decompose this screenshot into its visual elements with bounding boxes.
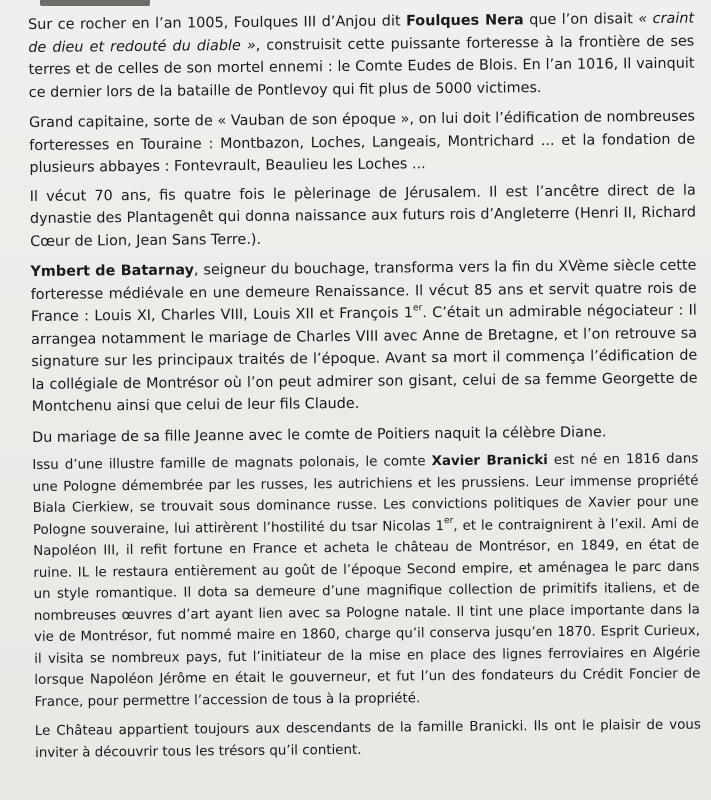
history-text — [28, 8, 701, 772]
name-foulques-nera: Foulques Nera — [405, 12, 524, 30]
paragraph-grand-capitaine: Grand capitaine, sorte de « Vauban de son époque », on lui doit l’édification de nombreuses forteresses en Touraine : Montbazon, Loches, Langeais, Montrichard ... et la fondation de plusieurs abbayes : Fontevrault, Beaulieu les Loches ... — [28, 108, 696, 176]
paragraph-chateau-invitation: Le Château appartient toujours aux descendants de la famille Branicki. Ils ont le plaisir de vous inviter à découvrir tous les trésors qu’il contient. — [34, 717, 701, 761]
paragraph-xavier-branicki: Issu d’une illustre famille de magnats polonais, le comte Xavier Branicki est né en 1816 dans une Pologne démembrée par les russes, les autrichiens et les prussiens. Leur immense propriété Biala Cierkiew, se trouvait sous dominance russe. Les convictions politiques de Xavier pour une Pologne souveraine, lui attirèrent l’hostilité du tsar Nicolas 1er, et le contraignirent à l’exil. Ami de Napoléon III, il refit fortune en France et acheta le château de Montrésor, en 1849, en état de ruine. IL le restaura entièrement au goût de l’époque Second empire, et aménagea le parc dans un style romantique. Il dota sa demeure d’une magnifique collection de primitifs italiens, et de nombreuses œuvres d’art ayant lien avec sa Pologne natale. Il tint une place importante dans la vie de Montrésor, fut nommé maire en 1860, charge qu’il conserva jusqu’en 1870. Esprit Curieux, il visita se nombreux pays, fut l’initiateur de la mise en place des lignes ferroviaires en Algérie lorsque Napoléon Jérôme en était le gouverneur, et fut l’un des fondateurs du Crédit Foncier de France, pour permettre l’accession de tous à la propriété. — [32, 451, 701, 710]
quote-craint-de-dieu: « craint de dieu et redouté du diable » — [28, 10, 695, 56]
name-xavier-branicki: Xavier Branicki — [431, 453, 548, 470]
panel-top-edge — [40, 0, 150, 6]
paragraph-pelerinage: Il vécut 70 ans, fis quatre fois le pèlerinage de Jérusalem. Il est l’ancêtre direct de la dynastie des Plantagenêt qui donna naissance aux futurs rois d’Angleterre (Henri II, Richard Cœur de Lion, Jean Sans Terre.). — [29, 182, 697, 250]
name-ymbert-de-batarnay: Ymbert de Batarnay — [30, 262, 195, 280]
paragraph-foulques-intro: Sur ce rocher en l’an 1005, Foulques III d’Anjou dit Foulques Nera que l’on disait « craint de dieu et redouté du diable », construisit cette puissante forteresse à la frontière de ses terres et de celles de son mortel ennemi : le Comte Eudes de Blois. En l’an 1016, Il vainquit ce dernier lors de la bataille de Pontlevoy qui fit plus de 5000 victimes. — [28, 10, 695, 101]
paragraph-ymbert-de-batarnay: Ymbert de Batarnay, seigneur du bouchage, transforma vers la fin du XVème siècle cette forteresse médiévale en une demeure Renaissance. Il vécut 85 ans et servit quatre rois de France : Louis XI, Charles VIII, Louis XII et François 1er. C’était un admirable négociateur : Il arrangea notamment le mariage de Charles VIII avec Anne de Bretagne, et l’on retrouve sa signature sur les principaux traités de l’époque. Avant sa mort il commença l’édification de la collégiale de Montrésor où l’on peut admirer son gisant, celui de sa femme Georgette de Montchenu ainsi que celui de leur fils Claude. — [30, 257, 698, 415]
paragraph-diane: Du mariage de sa fille Jeanne avec le comte de Poitiers naquit la célèbre Diane. — [31, 423, 607, 446]
